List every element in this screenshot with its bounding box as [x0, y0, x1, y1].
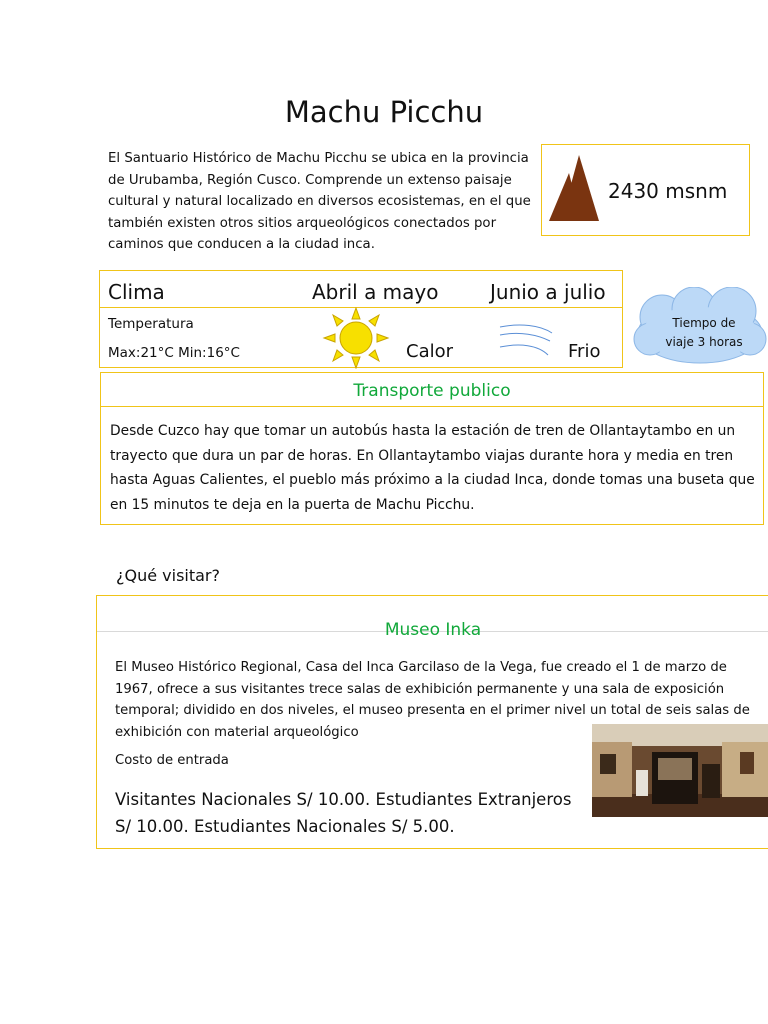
cold-label: Frio	[568, 341, 601, 362]
temperature-label: Temperatura	[108, 316, 194, 332]
page-title: Machu Picchu	[284, 95, 484, 129]
transport-title: Transporte publico	[353, 381, 511, 401]
temperature-values: Max:21°C Min:16°C	[108, 345, 240, 361]
visit-heading: ¿Qué visitar?	[116, 566, 220, 585]
entry-prices: Visitantes Nacionales S/ 10.00. Estudiantes Extranjeros S/ 10.00. Estudiantes Nacionales S/ 5.00.	[115, 790, 572, 836]
hot-label: Calor	[406, 341, 454, 362]
intro-paragraph: El Santuario Histórico de Machu Picchu se ubica en la provincia de Urubamba, Región Cusco. Comprende un extenso paisaje cultural y natural localizado en diversos ecosistemas, en el que también existen otros sitios arqueológicos conectados por caminos que conducen a la ciudad inca.	[108, 151, 531, 252]
mountain-icon	[547, 151, 603, 223]
climate-table	[99, 270, 623, 368]
entry-cost-label: Costo de entrada	[115, 753, 229, 768]
climate-period-1: Abril a mayo	[312, 280, 439, 304]
sun-icon	[322, 307, 390, 369]
wind-icon	[498, 321, 556, 357]
altitude-value: 2430 msnm	[608, 179, 728, 203]
climate-heading: Clima	[108, 280, 165, 304]
travel-time-text: Tiempo de viaje 3 horas	[665, 316, 743, 349]
museum-description: El Museo Histórico Regional, Casa del Inca Garcilaso de la Vega, fue creado el 1 de marzo de 1967, ofrece a sus visitantes trece salas de exhibición permanente y una sala de exposición temporal; dividido en dos niveles, el museo presenta en el primer nivel un total de seis salas de exhibición con material arqueológico	[115, 660, 750, 740]
transport-text: Desde Cuzco hay que tomar un autobús hasta la estación de tren de Ollantaytambo en un trayecto que dura un par de horas. En Ollantaytambo viajas durante hora y media en tren hasta Aguas Calientes, el pueblo más próximo a la ciudad Inca, donde tomas una buseta que en 15 minutos te deja en la puerta de Machu Picchu.	[110, 423, 755, 513]
altitude-box	[541, 144, 750, 236]
transport-section	[100, 372, 764, 525]
museum-title: Museo Inka	[384, 620, 482, 640]
museum-section	[96, 595, 768, 849]
climate-period-2: Junio a julio	[490, 280, 606, 304]
museum-photo	[592, 724, 768, 817]
